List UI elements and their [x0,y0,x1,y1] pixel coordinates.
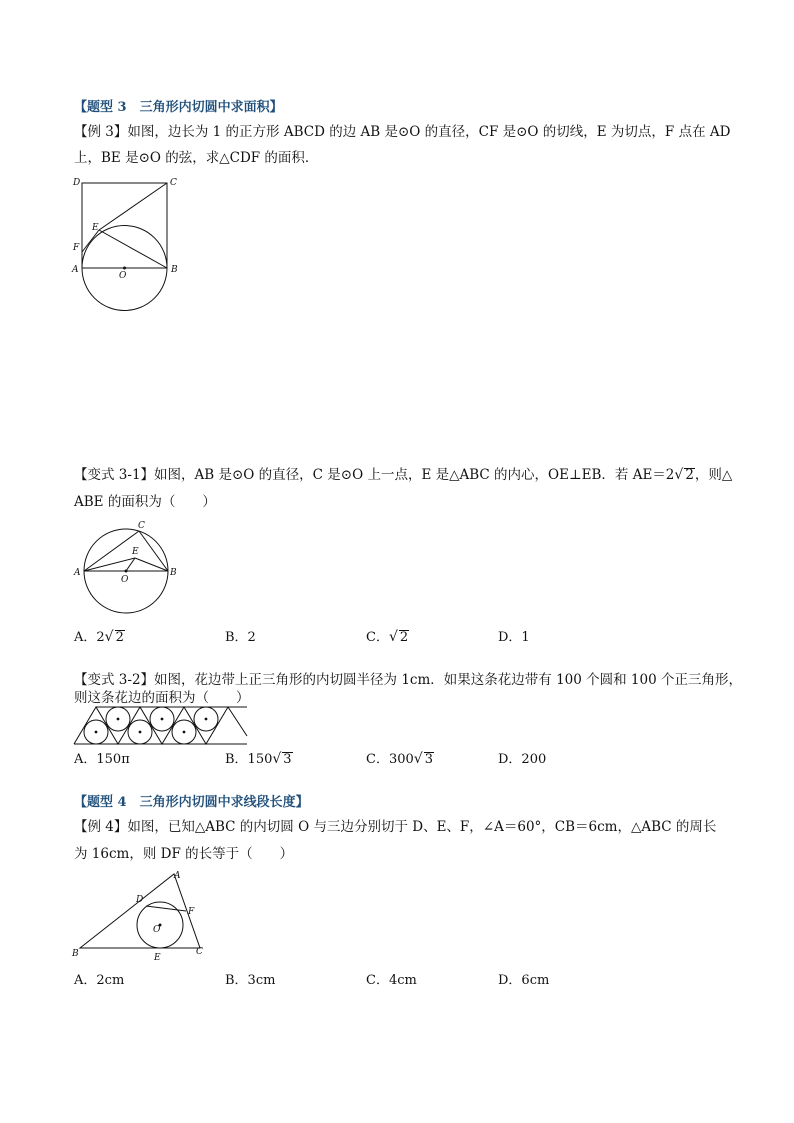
variant-3-2-text-line2: 则这条花边的面积为（ ） [74,690,250,706]
fig4-label-b: B [72,949,79,959]
fig2-label-c: C [138,521,145,531]
fig2-label-b: B [170,568,177,578]
fig1-label-f: F [73,243,80,253]
fig4-label-d: D [136,895,144,905]
fig1-label-o: O [119,271,127,281]
variant-3-1-option-c: C．√ 2 [366,629,409,645]
fig4-label-f: F [188,907,195,917]
variant-3-1-text-line1: 【变式 3-1】如图，AB 是⊙O 的直径，C 是⊙O 上一点，E 是△ABC 的内心，OE⊥EB．若 AE＝2√ 2，则△ [74,467,733,483]
variant-3-2-option-b: B．150√ 3 [225,751,292,767]
example-4-option-a: A．2cm [74,973,125,988]
fig1-label-b: B [171,265,178,275]
variant-3-2-figure [72,704,252,748]
variant-3-1-option-b: B．2 [225,630,256,645]
fig1-label-d: D [73,178,81,188]
example-4-figure [68,868,218,964]
variant-3-1-text-post: ，则△ [694,467,733,483]
example-3-figure [66,172,196,322]
fig1-label-e: E [92,223,99,233]
variant-3-1-option-a: A．2√ 2 [74,629,124,645]
example-4-text-line1: 【例 4】如图，已知△ABC 的内切圆 O 与三边分别切于 D、E、F，∠A＝60°，CB＝6cm，△ABC 的周长 [74,819,717,835]
section-heading-4: 【题型 4 三角形内切圆中求线段长度】 [74,795,309,810]
option-b-text: B．150 [225,752,273,767]
variant-3-1-figure [70,518,190,618]
variant-3-1-text-pre: 【变式 3-1】如图，AB 是⊙O 的直径，C 是⊙O 上一点，E 是△ABC 的内心，OE⊥EB．若 AE＝2 [74,467,675,483]
option-c-radicand: 2 [399,630,409,645]
fig4-label-e: E [154,953,161,963]
variant-3-2-text-line1: 【变式 3-2】如图，花边带上正三角形的内切圆半径为 1cm．如果这条花边带有 100 个圆和 100 个正三角形， [74,672,742,688]
option-c-text: C． [366,630,389,645]
example-4-text-line2: 为 16cm，则 DF 的长等于（ ） [74,846,294,862]
example-4-option-c: C．4cm [366,973,417,988]
fig4-label-o: O [153,925,161,935]
option-c-text: C．300 [366,752,414,767]
option-a-text: A．2 [74,630,105,645]
fig4-label-a: A [174,871,181,881]
fig2-label-a: A [74,568,81,578]
variant-3-2-option-a: A．150π [74,752,130,767]
fig1-label-a: A [72,265,79,275]
option-c-radicand: 3 [424,752,433,767]
fig2-label-o: O [121,575,129,585]
example-3-text-line2: 上，BE 是⊙O 的弦，求△CDF 的面积． [74,150,319,166]
variant-3-1-text-line2: ABE 的面积为（ ） [74,494,216,510]
variant-3-2-option-c: C．300√ 3 [366,751,433,767]
section-heading-3: 【题型 3 三角形内切圆中求面积】 [74,100,283,115]
option-b-radicand: 3 [283,752,292,767]
fig1-label-c: C [170,178,177,188]
fig4-label-c: C [196,947,203,957]
example-4-option-d: D．6cm [498,973,550,988]
option-a-radicand: 2 [115,630,124,645]
variant-3-2-option-d: D．200 [498,752,547,767]
fig2-label-e: E [132,547,139,557]
variant-3-1-radicand: 2 [685,467,694,483]
example-3-text-line1: 【例 3】如图，边长为 1 的正方形 ABCD 的边 AB 是⊙O 的直径，CF 是⊙O 的切线，E 为切点，F 点在 AD [74,124,731,140]
example-4-option-b: B．3cm [225,973,276,988]
variant-3-1-option-d: D．1 [498,630,530,645]
